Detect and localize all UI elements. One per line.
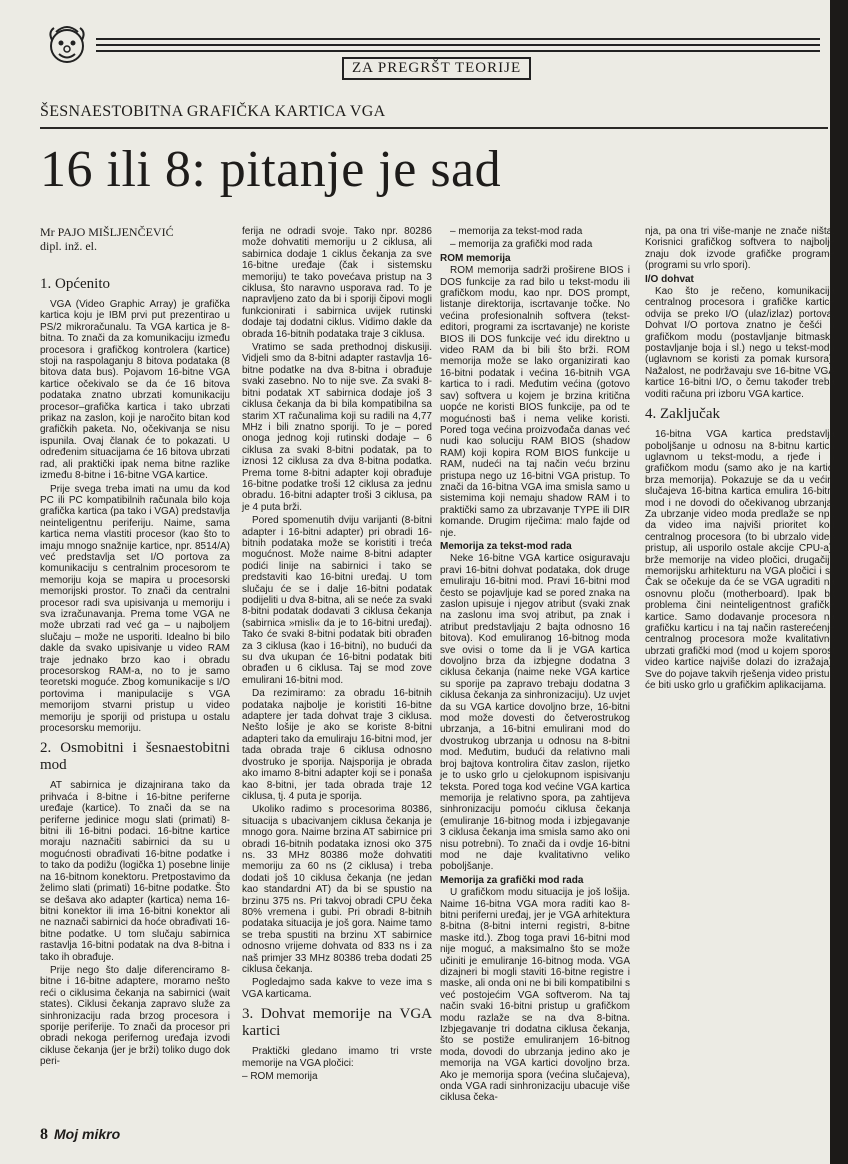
paragraph: Kao što je rečeno, komunikacija centralnog procesora i grafičke kartice odvija se preko I/O (ulaz/izlaz) portova. Dohvat I/O portova znatno je češći u grafičkom modu (postavljanje bitmaski, postavljanje boja i sl.) nego u tekst-modu (uglavnom se koristi za pomak kursora). Nažalost, ne podržavaju sve 16-bitne VGA kartice 16-bitni I/O, o čemu također treba voditi računa pri izboru VGA kartice. [645, 286, 835, 400]
author-title: dipl. inž. el. [40, 239, 97, 253]
article-headline: 16 ili 8: pitanje je sad [40, 141, 502, 198]
author-name: Mr PAJO MIŠLJENČEVIĆ [40, 225, 174, 239]
paragraph: ROM memorija sadrži proširene BIOS i DOS funkcije za rad bilo u tekst-modu ili grafičkom modu, kao npr. DOS prompt, listanje direktorija, iscrtavanje točke. No većina profesionalnih softvera (tekst-editori, programi za iscrtavanje) ne koriste BIOS ili DOS funkcije već idu direktno u video RAM da bi bili što brži. ROM memorija može se lako organizirati kao 16-bitni podatak i većina 16-bitnih VGA kartica to i radi. Međutim većina (gotovo sav) softvera u kojem je brzina kritična uopće ne koristi BIOS funkcije, pa od te mogućnosti baš i nema velike koristi. Pored toga većina proizvođača danas već nudi kao soluciju RAM BIOS (shadow RAM) koji kopira ROM BIOS funkcije u RAM, nudeći na taj način veću brzinu pristupa nego uz 16-bitni VGA pristup. To znači da 16-bitna VGA ima smisla samo u sistemima koji nemaju shadow RAM i to praktički samo za ubrzavanje TYPE ili DIR komande. Drugim riječima: malo fajde od nje. [440, 265, 630, 539]
paragraph: VGA (Video Graphic Array) je grafička kartica koju je IBM prvi put prezentirao u PS/2 mikroračunalu. Ta VGA kartica je 8-bitna. To znači da za komunikaciju između procesora i grafičkog kontrolera (kartice) stoji na raspolaganju 8 bitova podataka (8 bitova data bus). Pojavom 16-bitne VGA kartice očekivalo se da će 16 bitova podataka znatno ubrzati komunikaciju procesor–grafička kartica i tako ubrzati prikaz na zaslon, koji je naročito bitan kod grafičkih paketa. No, očekivanja se nisu ispunila. Ovaj članak će to pokazati. U određenim situacijama će 16 bitova ubrzati rad, ali praktički ipak nema bitne razlike između 8-bitne i 16-bitne VGA kartice. [40, 299, 230, 482]
header-rule-third [96, 50, 820, 52]
section-label: ZA PREGRŠT TEORIJE [342, 57, 531, 80]
list-item: – memorija za tekst-mod rada [450, 226, 583, 237]
paragraph: U grafičkom modu situacija je još lošija. Naime 16-bitna VGA mora raditi kao 8-bitni periferni uređaj, jer je VGA arhitektura 8-bitna (8-bitni interni registri, 8-bitne maske itd.). Zbog toga pravi 16-bitni mod nije moguć, a maksimalno što se može učiniti je emuliranje 16-bitnog moda. VGA dizajneri bi mogli staviti 16-bitne registre i maske, ali onda oni ne bi bili kompatibilni s već postojećim VGA softverom. Na taj način svaki 16-bitni pristup u grafičkom modu razlaže se na dva 8-bitna. Izbjegavanje tri dodatna ciklusa čekanja, što se postiže emuliranjem 16-bitnog moda, dovodi do ubrzanja jedino ako je memorija na VGA kartici dovoljno brza. Ako je memorija spora (većina slučajeva), onda VGA radi sinhronizaciju ubacuje više ciklusa čeka- [440, 887, 630, 1104]
paragraph: Pogledajmo sada kakve to veze ima s VGA karticama. [242, 977, 432, 1000]
paragraph: 16-bitna VGA kartica predstavlja poboljšanje u odnosu na 8-bitnu karticu uglavnom u tekst-modu, a rjeđe i u grafičkom modu (samo ako je na kartici brza memorija). Pokazuje se da u većini slučajeva 16-bitna kartica emulira 16-bitni mod i ne dovodi do očekivanog ubrzanja. Za ubrzanje video moda predlaže se npr. da video ima najviši prioritet kod centralnog procesora (to bi ubrzalo video pristup, ali usporilo ostale akcije CPU-a), brže memorije na video pločici, drugačiju memorijsku arhitekturu na VGA pločici i sl. Čak se očekuje da će se VGA ugraditi na osnovnu ploču (motherboard). Ipak bit problema čini neinteligentnost grafičke kartice. Samo dodavanje procesora na grafičku karticu i na taj način rasterećenje centralnog procesora može kvalitativno ubrzati grafički mod (mod u kojem sporost video kartice najviše dolazi do izražaja). Sve do pojave takvih rješenja video pristup će biti usko grlo u grafičkim aplikacijama. [645, 429, 835, 692]
paragraph: Vratimo se sada prethodnoj diskusiji. Vidjeli smo da 8-bitni adapter rastavlja 16-bitne podatke na dva 8-bitna i obrađuje svaki zasebno. No to nije sve. Za svaki 8-bitni podatak XT sabirnica dodaje još 3 ciklusa čekanja da bi bila kompatibilna sa starim XT računalima koji su radili na 4,77 MHz i bili znatno sporiji. To je – pored onoga jednog koji rutinski dodaje – 6 ciklusa za svaki 8-bitni podatak, pa to iznosi 12 ciklusa za dva 8-bitna podatka. Prema tome 8-bitni adapter koji obrađuje 16-bitne podatke troši 12 ciklusa za jednu obradu. 16-bitni adapter troši 3 ciklusa, pa je 4 puta brži. [242, 342, 432, 513]
magazine-name: Moj mikro [54, 1126, 121, 1142]
paragraph: Neke 16-bitne VGA kartice osiguravaju pravi 16-bitni dohvat podataka, dok druge emuliraju 16-bitni mod. Pravi 16-bitni mod često se pojavljuje kad se pored znaka na zaslon upisuje i njegov atribut (svaki znak na zaslonu ima svoj atribut, pa znak i atribut predstavljaju 2 bajta odnosno 16 bitova). Kod emuliranog 16-bitnog moda sve ovisi o tome da li je VGA kartica dovoljno brza da izbjegne dodatna 3 ciklusa čekanja (naime neke VGA kartice su sporije pa zapravo trebaju dodatna 3 ciklusa čekanja za sinhronizaciju). Uz uvjet da su VGA kartice dovoljno brze, 16-bitni mod može dovesti do četverostrukog ubrzanja, a 16-bitni emulirani mod do dvostrukog ubrzanja u odnosu na 8-bitni mod. Međutim, budući da relativno mali broj bajtova kontrolira čitav zaslon, rijetko je to usko grlo u cjelokupnom ispisivanju teksta. Pored toga kod većine VGA kartica memorija je relativno spora, pa zahtijeva sinhronizaciju pomoću ciklusa čekanja (emuliranje 16-bitnog moda i izbjegavanje 3 ciklusa čekanja ima smisla samo ako oni nisu potrebni). To znači da i ovdje 16-bitni mod ne daje kvalitativno veliko poboljšanje. [440, 553, 630, 873]
column-2 [242, 226, 432, 1084]
paragraph: AT sabirnica je dizajnirana tako da prihvaća i 8-bitne i 16-bitne periferne uređaje (kartice). To znači da se na periferne jedinice mogu slati (primati) 8-bitni ili 16-bitni podaci. 16-bitne kartice moraju naznačiti sabirnici da su u mogućnosti obrađivati 16-bitne podatke i to tako da podižu (logička 1) posebne linije na 16-bitnom konektoru. Pretpostavimo da želimo slati (primati) 16-bitne podatke. Što se dešava ako adapter (kartica) nema 16-bitni konektor ili ima 16-bitni konektor ali ne naznači sabirnici da hoće obrađivati 16-bitne podatke. U tom slučaju sabirnica rastavlja 16-bitni podatak na dva 8-bitna i tako ih obrađuje. [40, 780, 230, 963]
kicker-rule [40, 127, 828, 129]
section-heading-1: 1. Općenito [40, 276, 110, 292]
clown-mascot-icon [44, 22, 90, 68]
paragraph: Prije nego što dalje diferenciramo 8-bitne i 16-bitne adaptere, moramo nešto reći o ciklusima čekanja na sabirnici (wait states). Ciklusi čekanja zapravo služe za sinhronizaciju rada brzog procesora i sporije periferije. To znači da procesor pri obradi nekoga perifernog uređaja izvodi cikluse čekanja (jer je brži) toliko dugo dok peri- [40, 964, 230, 1068]
page-footer [40, 1126, 120, 1144]
list-item: – memorija za grafički mod rada [450, 239, 593, 251]
subheading-io: I/O dohvat [645, 273, 694, 285]
section-heading-4: 4. Zaključak [645, 406, 720, 423]
section-heading-3: 3. Dohvat memorije na VGA kartici [242, 1006, 432, 1040]
section-heading-2: 2. Osmobitni i šesnaestobitni mod [40, 740, 230, 774]
paragraph: nja, pa ona tri više-manje ne znače ništa. Korisnici grafičkog softvera to najbolje znaju dok izvode grafičke programe (programi su vrlo spori). [645, 226, 835, 272]
page-number: 8 [40, 1126, 48, 1143]
subheading-text-mode: Memorija za tekst-mod rada [440, 540, 572, 552]
paragraph: Prije svega treba imati na umu da kod PC ili PC kompatibilnih računala bilo koja grafička kartica (pa tako i VGA) predstavlja neinteligentnu periferiju. Naime, sama kartica nema vlastiti procesor (kao što to imaju mnogo snažnije kartice, npr. 8514/A) već predstavlja set I/O portova za komunikaciju s centralnim procesorom te memoriju koja se mapira u procesorski memorijski prostor. To znači da centralni procesor radi sva upisivanja u memoriju i sva izračunavanja. Prema tome VGA ne može ubrzati rad već ga – u najboljem slučaju – može ne usporiti. Idealno bi bilo dakle da svako upisivanje u video RAM traje jednako brzo kao i obradu procesorskog RAM-a, no to je samo teoretski moguće. Zbog komunikacije s I/O portovima i manipulacije s VGA memorijom stvarni pristup u video memoriju je sporiji od pristupa u ostalu procesorsku memoriju. [40, 483, 230, 735]
article-kicker: ŠESNAESTOBITNA GRAFIČKA KARTICA VGA [40, 103, 386, 120]
subheading-rom: ROM memorija [440, 252, 511, 264]
author-block [40, 225, 174, 253]
header-rule-second [96, 44, 820, 46]
column-1 [40, 270, 230, 1070]
paragraph: Ukoliko radimo s procesorima 80386, situacija s ubacivanjem ciklusa čekanja je mnogo gora. Naime brzina AT sabirnice pri obradi 16-bitnih podataka iznosi oko 375 ns. 33 MHz 80386 može dohvatiti memoriju za 60 ns (2 ciklusa) i treba dodati još 10 ciklusa čekanja (ne jedan kao standardni AT) da bi se spustio na brzinu 375 ns. Pri takvoj obradi CPU čeka 80% vremena i gubi. Pri obradi 8-bitnih podataka situacija je još gora. Naime tamo se treba spustiti na brzinu XT sabirnice odnosno vrijeme dohvata od 833 ns i za naš primjer 33 MHz 80386 treba dodati 25 ciklusa čekanja. [242, 804, 432, 975]
paragraph: Pored spomenutih dviju varijanti (8-bitni adapter i 16-bitni adapter) pri obradi 16-bitnih podataka može se koristiti i treća mogućnost. Može naime 8-bitni adapter podići linije na sabirnici i tako se predstaviti kao 16-bitni uređaj. U tom slučaju će se i dalje 16-bitni podatak podijeliti u dva 8-bitna, ali se neće za svaki 8-bitni podatak dodavati 3 ciklusa čekanja (sabirnica »misli« da je to 16-bitni uređaj). Tako će svaki 8-bitni podatak biti obrađen za 3 ciklusa (kao i 16-bitni), no budući da su dva ukupan će 16-bitni podatak biti obrađen u 6 ciklusa. Taj se mod zove emulirani 16-bitni mod. [242, 515, 432, 686]
subheading-graphic-mode: Memorija za grafički mod rada [440, 874, 584, 886]
column-3 [440, 226, 630, 1106]
paragraph: Da rezimiramo: za obradu 16-bitnih podataka najbolje je koristiti 16-bitne adaptere jer tada dohvat traje 3 ciklusa. Nešto lošije je ako se koriste 8-bitni adapteri tako da emuliraju 16-bitni mod, jer tada obrada traje 6 ciklusa odnosno dvostruko je sporija. Najsporija je obrada ako imamo 8-bitni adapter koji se i ponaša kao 8-bitni, jer tada obrada traje 12 ciklusa, tj. 4 puta je sporija. [242, 688, 432, 802]
paragraph: Praktički gledano imamo tri vrste memorije na VGA pločici: [242, 1046, 432, 1069]
paragraph: ferija ne odradi svoje. Tako npr. 80286 može dohvatiti memoriju u 2 ciklusa, ali sabirnica dodaje 1 ciklus čekanja za sve 16-bitne uređaje (čak i sistemsku memoriju) te tako povećava pristup na 3 ciklusa, što naravno usporava rad. To je napravljeno zato da bi i sporiji čipovi mogli funkcionirati i sabirnica uvijek rutinski dodaje taj dodatni ciklus. Vidimo dakle da obrada 16-bitnih podataka traje 3 ciklusa. [242, 226, 432, 340]
list-item: – ROM memorija [242, 1071, 318, 1083]
header-rule-top [96, 38, 820, 40]
column-4 [645, 226, 835, 693]
